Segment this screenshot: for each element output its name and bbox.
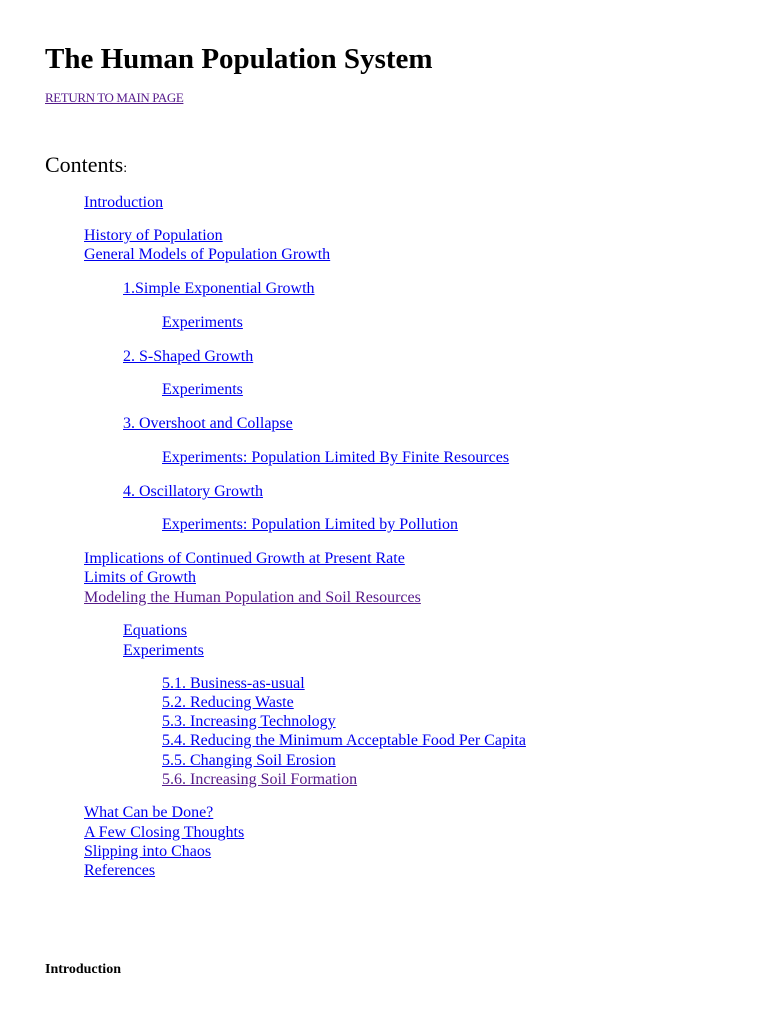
toc-link-slipping-into-chaos[interactable]: Slipping into Chaos — [84, 843, 212, 860]
toc-link-limits-of-growth[interactable]: Limits of Growth — [84, 569, 196, 586]
toc-link-oscillatory-growth[interactable]: 4. Oscillatory Growth — [123, 483, 263, 500]
toc-link-equations[interactable]: Equations — [123, 622, 187, 639]
introduction-section-heading: Introduction — [45, 962, 121, 977]
toc-link-simple-exponential-growth[interactable]: 1.Simple Exponential Growth — [123, 280, 315, 297]
toc-link-reducing-minimum-food[interactable]: 5.4. Reducing the Minimum Acceptable Food Per Capita — [162, 732, 526, 749]
document-page — [45, 0, 768, 1024]
return-to-main-page-link[interactable]: RETURN TO MAIN PAGE — [45, 90, 184, 105]
toc-link-modeling-soil-resources[interactable]: Modeling the Human Population and Soil Resources — [84, 589, 421, 606]
contents-heading — [45, 151, 127, 183]
toc-link-business-as-usual[interactable]: 5.1. Business-as-usual — [162, 675, 305, 692]
toc-link-experiments-s-shaped[interactable]: Experiments — [162, 381, 243, 398]
toc-link-s-shaped-growth[interactable]: 2. S-Shaped Growth — [123, 348, 254, 365]
toc-link-history-of-population[interactable]: History of Population — [84, 227, 223, 244]
toc-link-implications[interactable]: Implications of Continued Growth at Present Rate — [84, 550, 405, 567]
contents-heading-colon: : — [123, 161, 128, 176]
toc-link-general-models[interactable]: General Models of Population Growth — [84, 246, 331, 263]
toc-link-reducing-waste[interactable]: 5.2. Reducing Waste — [162, 694, 294, 711]
page-title: The Human Population System — [45, 43, 433, 75]
contents-heading-text: Contents — [45, 152, 124, 177]
toc-link-experiments-exponential[interactable]: Experiments — [162, 314, 243, 331]
toc-link-experiments-pollution[interactable]: Experiments: Population Limited by Pollution — [162, 516, 458, 533]
toc-link-references[interactable]: References — [84, 862, 156, 879]
toc-link-what-can-be-done[interactable]: What Can be Done? — [84, 804, 214, 821]
toc-link-increasing-technology[interactable]: 5.3. Increasing Technology — [162, 713, 336, 730]
toc-link-increasing-soil-formation[interactable]: 5.6. Increasing Soil Formation — [162, 771, 358, 788]
toc-link-changing-soil-erosion[interactable]: 5.5. Changing Soil Erosion — [162, 752, 336, 769]
toc-link-experiments-soil[interactable]: Experiments — [123, 642, 204, 659]
toc-link-experiments-finite-resources[interactable]: Experiments: Population Limited By Finite Resources — [162, 449, 510, 466]
toc-link-introduction[interactable]: Introduction — [84, 194, 164, 211]
toc-link-closing-thoughts[interactable]: A Few Closing Thoughts — [84, 824, 245, 841]
toc-link-overshoot-and-collapse[interactable]: 3. Overshoot and Collapse — [123, 415, 293, 432]
